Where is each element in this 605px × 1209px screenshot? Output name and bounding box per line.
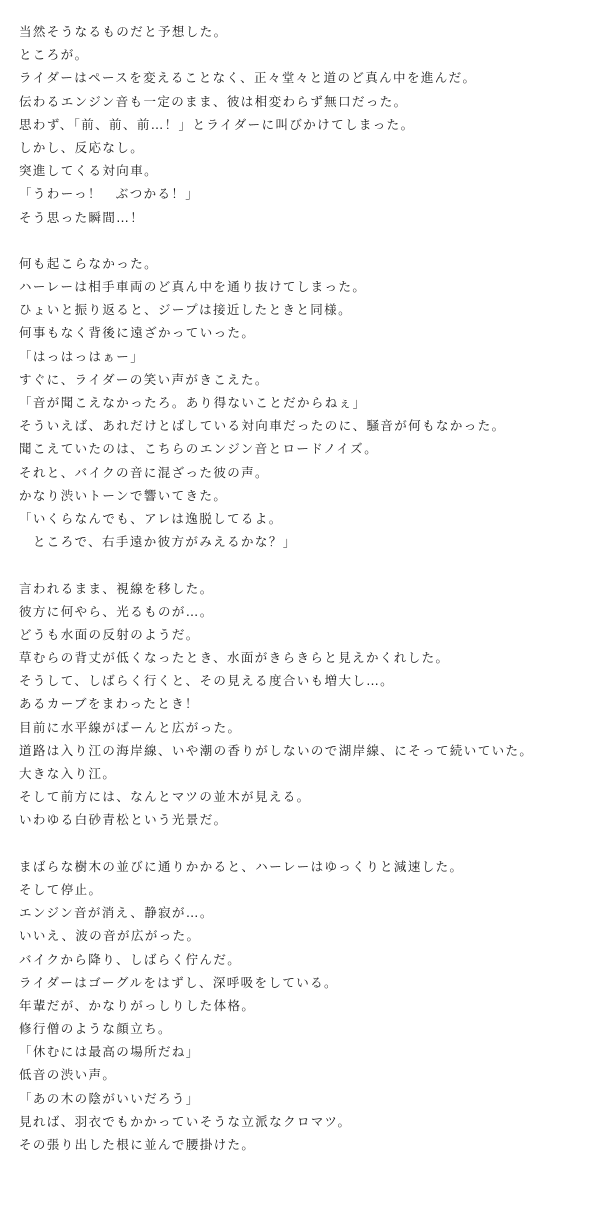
text-line: その張り出した根に並んで腰掛けた。: [19, 1137, 256, 1152]
text-line: 「あの木の陰がいいだろう」: [19, 1090, 200, 1106]
text-line: かなり渋いトーンで響いてきた。: [19, 487, 228, 503]
text-line: 「音が聞こえなかったろ。あり得ないことだからねぇ」: [19, 395, 367, 410]
text-line: しかし、反応なし。: [19, 139, 145, 155]
text-line: 年輩だが、かなりがっしりした体格。: [19, 997, 256, 1013]
text-line: 言われるまま、視線を移した。: [19, 580, 214, 596]
text-line: 「休むには最高の場所だね」: [19, 1044, 200, 1060]
text-line: あるカーブをまわったとき！: [19, 696, 199, 712]
text-line: いいえ、波の音が広がった。: [19, 928, 201, 944]
text-line: 聞こえていたのは、こちらのエンジン音とロードノイズ。: [19, 441, 379, 457]
document-body: [19, 20, 599, 1179]
text-line: ひょいと振り返ると、ジープは接近したときと同様。: [19, 302, 352, 318]
text-line: すぐに、ライダーの笑い声がきこえた。: [19, 371, 269, 387]
text-line: 何も起こらなかった。: [19, 255, 159, 271]
text-line: 何事もなく背後に遠ざかっていった。: [19, 325, 256, 341]
text-line: ライダーはペースを変えることなく、正々堂々と道のど真ん中を進んだ。: [19, 70, 477, 86]
text-line: 彼方に何やら、光るものが…。: [19, 603, 214, 619]
text-line: 当然そうなるものだと予想した。: [19, 24, 228, 39]
text-line: 草むらの背丈が低くなったとき、水面がきらきらと見えかくれした。: [19, 650, 450, 666]
text-line: ライダーはゴーグルをはずし、深呼吸をしている。: [19, 974, 338, 990]
text-line: 大きな入り江。: [19, 766, 117, 781]
paragraph: [19, 20, 599, 229]
text-line: そういえば、あれだけとばしている対向車だったのに、騒音が何もなかった。: [19, 418, 506, 434]
text-line: いわゆる白砂青松という光景だ。: [19, 812, 228, 828]
text-line: そして前方には、なんとマツの並木が見える。: [19, 789, 311, 805]
paragraph: [19, 577, 599, 832]
text-line: そして停止。: [19, 881, 103, 897]
text-line: まばらな樹木の並びに通りかかると、ハーレーはゆっくりと減速した。: [19, 858, 464, 874]
text-line: ところが。: [19, 47, 89, 63]
text-line: それと、バイクの音に混ざった彼の声。: [19, 464, 269, 480]
text-line: 「うわーっ！ ぶつかる！」: [19, 186, 200, 202]
text-line: ところで、右手遠か彼方がみえるかな？」: [19, 534, 297, 550]
text-line: 突進してくる対向車。: [19, 163, 159, 179]
text-line: 思わず、「前、前、前…！」とライダーに叫びかけてしまった。: [19, 116, 415, 132]
text-line: 「はっはっはぁー」: [19, 348, 145, 364]
text-line: 低音の渋い声。: [19, 1067, 117, 1083]
text-line: 見れば、羽衣でもかかっていそうな立派なクロマツ。: [19, 1113, 352, 1129]
text-line: エンジン音が消え、静寂が…。: [19, 905, 214, 921]
paragraph: [19, 252, 599, 553]
paragraph: [19, 855, 599, 1156]
text-line: どうも水面の反射のようだ。: [19, 626, 200, 642]
text-line: 目前に水平線がばーんと広がった。: [19, 719, 242, 735]
text-line: そう思った瞬間…！: [19, 209, 145, 225]
text-line: 修行僧のような顔立ち。: [19, 1021, 172, 1037]
text-line: そうして、しばらく行くと、その見える度合いも増大し…。: [19, 673, 395, 689]
text-line: 「いくらなんでも、アレは逸脱してるよ。: [19, 510, 283, 526]
text-line: 伝わるエンジン音も一定のまま、彼は相変わらず無口だった。: [19, 93, 408, 109]
text-line: ハーレーは相手車両のど真ん中を通り抜けてしまった。: [19, 279, 367, 295]
text-line: バイクから降り、しばらく佇んだ。: [19, 951, 242, 967]
text-line: 道路は入り江の海岸線、いや潮の香りがしないので湖岸線、にそって続いていた。: [19, 742, 534, 758]
